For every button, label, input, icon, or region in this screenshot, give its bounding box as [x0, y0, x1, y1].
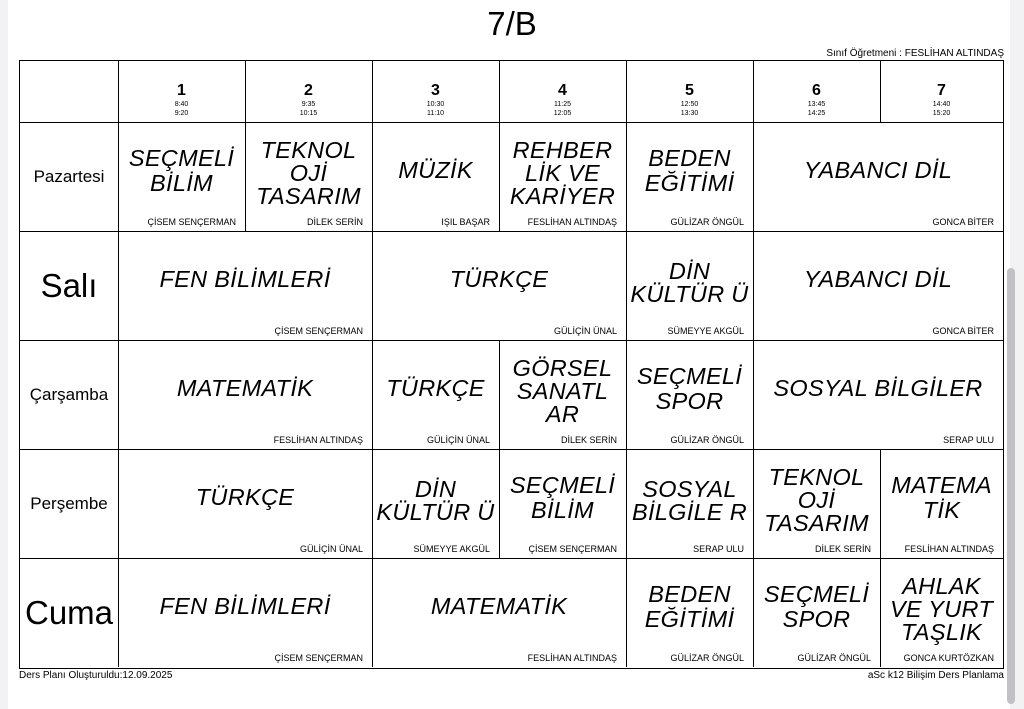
lesson-subject: MATEMA TİK	[891, 471, 992, 523]
period-number: 3	[431, 82, 440, 99]
lesson-teacher: FESLİHAN ALTINDAŞ	[527, 653, 617, 663]
lesson-cell[interactable]	[372, 122, 499, 231]
lesson-teacher: GÜLİZAR ÖNGÜL	[797, 653, 871, 663]
period-number: 7	[937, 82, 946, 99]
lesson-teacher: GÜLİÇİN ÜNAL	[553, 326, 617, 336]
lesson-subject: SEÇMELİ BİLİM	[509, 471, 616, 523]
lesson-cell[interactable]	[372, 231, 626, 340]
period-header	[880, 61, 1003, 122]
lesson-subject: MATEMATİK	[430, 593, 568, 619]
lesson-teacher: GÜLİÇİN ÜNAL	[299, 544, 363, 554]
lesson-teacher: DİLEK SERİN	[814, 544, 871, 554]
lesson-teacher: SÜMEYYE AKGÜL	[667, 326, 744, 336]
lesson-teacher: DİLEK SERİN	[560, 435, 617, 445]
lesson-subject: FEN BİLİMLERİ	[159, 266, 331, 292]
lesson-teacher: SÜMEYYE AKGÜL	[413, 544, 490, 554]
period-end-time: 14:25	[807, 110, 826, 117]
lesson-subject: DİN KÜLTÜR Ü	[376, 475, 495, 525]
period-header	[753, 61, 880, 122]
period-start-time: 13:45	[807, 101, 826, 108]
brand-label: aSc k12 Bilişim Ders Planlama	[867, 670, 1004, 681]
period-start-time: 8:40	[174, 101, 189, 108]
day-label: Cuma	[24, 593, 114, 631]
period-start-time: 12:50	[680, 101, 699, 108]
lesson-cell[interactable]	[626, 449, 753, 558]
lesson-cell[interactable]	[372, 558, 626, 667]
lesson-cell[interactable]	[118, 558, 372, 667]
lesson-cell[interactable]	[880, 449, 1003, 558]
period-header	[118, 61, 245, 122]
lesson-subject: MÜZİK	[398, 157, 473, 183]
period-header	[245, 61, 372, 122]
period-header	[499, 61, 626, 122]
period-header	[372, 61, 499, 122]
lesson-cell[interactable]	[626, 340, 753, 449]
lesson-cell[interactable]	[372, 340, 499, 449]
lesson-cell[interactable]	[499, 449, 626, 558]
lesson-cell[interactable]	[118, 340, 372, 449]
lesson-cell[interactable]	[626, 231, 753, 340]
lesson-subject: YABANCI DİL	[803, 266, 953, 292]
period-end-time: 10:15	[299, 110, 318, 117]
lesson-cell[interactable]	[753, 449, 880, 558]
lesson-subject: REHBER LİK VE KARİYER	[509, 137, 616, 209]
lesson-subject: SEÇMELİ BİLİM	[128, 144, 235, 196]
period-start-time: 10:30	[426, 101, 445, 108]
period-number: 6	[812, 82, 821, 99]
lesson-cell[interactable]	[372, 449, 499, 558]
period-number: 1	[177, 82, 186, 99]
lesson-subject: TEKNOL OJİ TASARIM	[256, 137, 361, 209]
lesson-teacher: ÇİSEM SENÇERMAN	[147, 217, 236, 227]
lesson-teacher: GONCA BİTER	[932, 326, 994, 336]
lesson-subject: GÖRSEL SANATL AR	[512, 355, 613, 427]
lesson-cell[interactable]	[499, 122, 626, 231]
lesson-cell[interactable]	[753, 122, 1003, 231]
class-teacher-line: Sınıf Öğretmeni : FESLİHAN ALTINDAŞ	[826, 48, 1004, 59]
period-number: 4	[558, 82, 567, 99]
lesson-subject: BEDEN EĞİTİMİ	[644, 580, 735, 632]
lesson-teacher: GÜLİZAR ÖNGÜL	[670, 653, 744, 663]
lesson-subject: TÜRKÇE	[195, 484, 295, 510]
lesson-subject: SOSYAL BİLGİLE R	[631, 475, 748, 525]
lesson-cell[interactable]	[499, 340, 626, 449]
period-start-time: 14:40	[932, 101, 951, 108]
lesson-subject: SEÇMELİ SPOR	[636, 362, 743, 414]
lesson-teacher: FESLİHAN ALTINDAŞ	[904, 544, 994, 554]
period-number: 5	[685, 82, 694, 99]
period-end-time: 9:20	[174, 110, 189, 117]
lesson-teacher: GONCA BİTER	[932, 217, 994, 227]
day-label: Çarşamba	[29, 384, 109, 404]
lesson-teacher: FESLİHAN ALTINDAŞ	[273, 435, 363, 445]
lesson-teacher: IŞIL BAŞAR	[441, 217, 490, 227]
period-number: 2	[304, 82, 313, 99]
lesson-subject: SOSYAL BİLGİLER	[773, 375, 983, 401]
lesson-teacher: GÜLİÇİN ÜNAL	[426, 435, 490, 445]
lesson-teacher: ÇİSEM SENÇERMAN	[274, 326, 363, 336]
vertical-scrollbar[interactable]	[1007, 268, 1015, 704]
period-start-time: 11:25	[554, 101, 571, 108]
period-end-time: 13:30	[680, 110, 699, 117]
lesson-cell[interactable]	[245, 122, 372, 231]
lesson-teacher: FESLİHAN ALTINDAŞ	[527, 217, 617, 227]
lesson-teacher: ÇİSEM SENÇERMAN	[274, 653, 363, 663]
lesson-subject: FEN BİLİMLERİ	[159, 593, 331, 619]
lesson-cell[interactable]	[626, 558, 753, 667]
period-end-time: 11:10	[427, 110, 444, 117]
lesson-cell[interactable]	[753, 340, 1003, 449]
lesson-subject: TEKNOL OJİ TASARIM	[764, 464, 869, 536]
lesson-subject: MATEMATİK	[176, 375, 314, 401]
lesson-subject: SEÇMELİ SPOR	[763, 580, 870, 632]
lesson-subject: TÜRKÇE	[386, 375, 485, 401]
lesson-teacher: GÜLİZAR ÖNGÜL	[670, 435, 744, 445]
day-label: Perşembe	[30, 493, 108, 513]
lesson-teacher: SERAP ULU	[693, 544, 744, 554]
lesson-cell[interactable]	[118, 231, 372, 340]
created-date: Ders Planı Oluşturuldu:12.09.2025	[19, 670, 173, 681]
lesson-cell[interactable]	[118, 122, 245, 231]
period-header	[626, 61, 753, 122]
lesson-cell[interactable]	[880, 558, 1003, 667]
lesson-cell[interactable]	[118, 449, 372, 558]
lesson-subject: AHLAK VE YURT TAŞLIK	[889, 573, 994, 645]
lesson-cell[interactable]	[753, 558, 880, 667]
lesson-subject: BEDEN EĞİTİMİ	[644, 144, 735, 196]
period-end-time: 15:20	[932, 110, 951, 117]
day-label: Salı	[40, 266, 98, 304]
lesson-subject: YABANCI DİL	[803, 157, 953, 183]
lesson-teacher: GÜLİZAR ÖNGÜL	[670, 217, 744, 227]
lesson-cell[interactable]	[753, 231, 1003, 340]
period-end-time: 12:05	[553, 110, 572, 117]
lesson-teacher: ÇİSEM SENÇERMAN	[528, 544, 617, 554]
lesson-teacher: SERAP ULU	[943, 435, 994, 445]
lesson-subject: DİN KÜLTÜR Ü	[630, 257, 749, 307]
timetable	[19, 60, 1004, 669]
lesson-cell[interactable]	[626, 122, 753, 231]
class-title: 7/B	[487, 5, 537, 42]
lesson-subject: TÜRKÇE	[449, 266, 549, 292]
period-start-time: 9:35	[301, 101, 316, 108]
lesson-teacher: DİLEK SERİN	[306, 217, 363, 227]
lesson-teacher: GONCA KURTÖZKAN	[903, 653, 994, 663]
day-label: Pazartesi	[33, 166, 105, 186]
